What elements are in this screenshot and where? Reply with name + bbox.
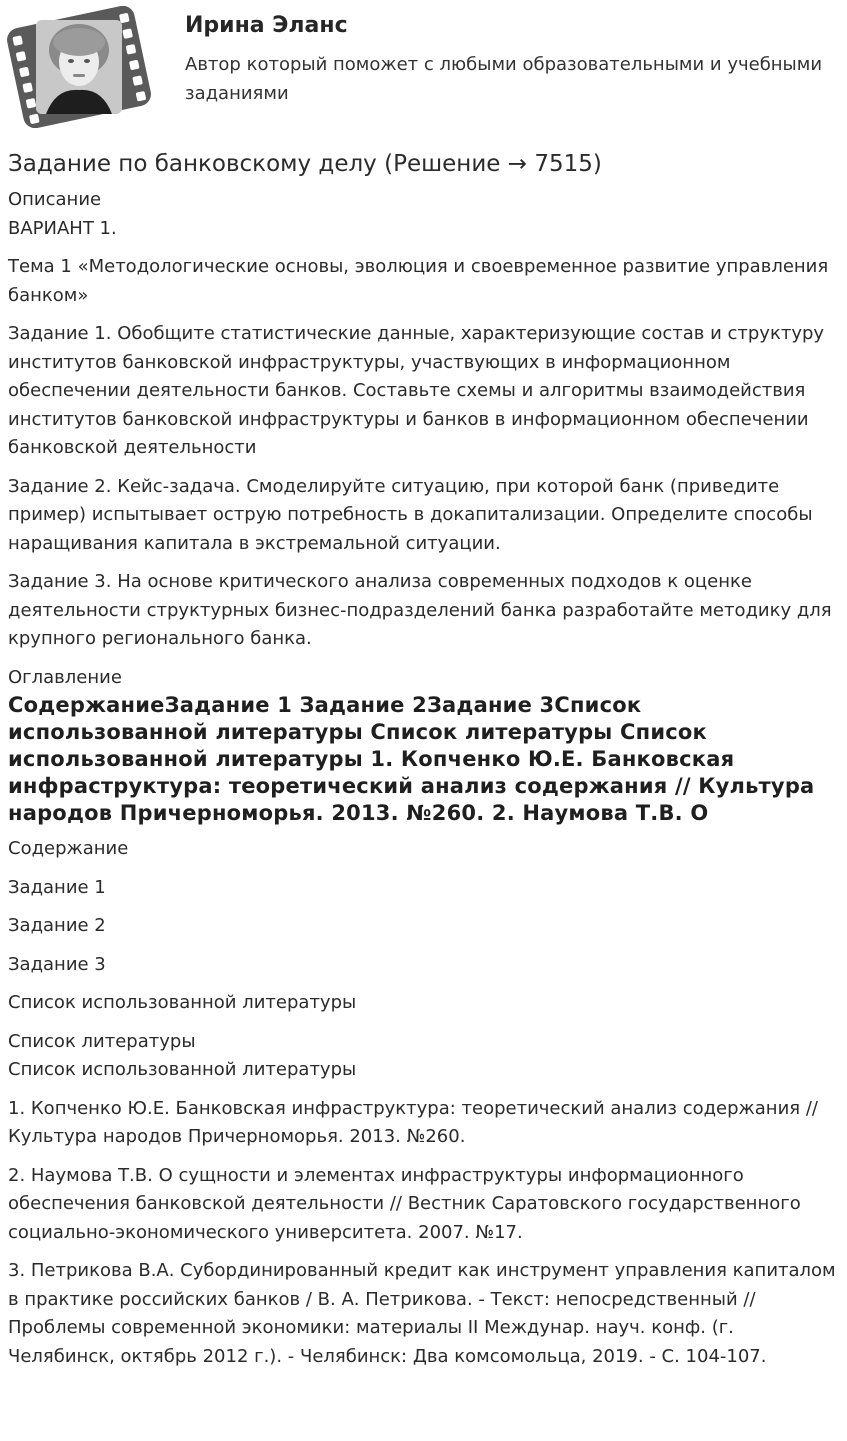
toc-heading: Оглавление	[8, 666, 122, 688]
task-3-paragraph: Задание 3. На основе критического анализа современных подходов к оценке деятельности структурных бизнес-подразделений банка разработайте методику для крупного регионального банка.	[8, 571, 832, 649]
page-title: Задание по банковскому делу (Решение → 7515)	[8, 151, 602, 177]
task-2-paragraph: Задание 2. Кейс-задача. Смоделируйте ситуацию, при которой банк (приведите пример) испытывает острую потребность в докапитализации. Определите способы наращивания капитала в экстремальной ситуации.	[8, 475, 813, 554]
author-avatar	[6, 6, 152, 128]
document-body	[8, 146, 840, 1371]
toc-item: Список использованной литературы	[8, 992, 357, 1013]
reference-item: 1. Копченко Ю.Е. Банковская инфраструктура: теоретический анализ содержания // Культура народов Причерноморья. 2013. №260.	[8, 1097, 818, 1147]
topic-paragraph: Тема 1 «Методологические основы, эволюция и своевременное развитие управления банком»	[8, 256, 829, 306]
literature-heading: Список литературы	[8, 1030, 196, 1052]
description-heading: Описание	[8, 189, 102, 210]
author-header	[0, 0, 847, 140]
author-name: Ирина Эланс	[185, 13, 348, 38]
toc-item: Задание 1	[8, 876, 106, 898]
task-1-paragraph: Задание 1. Обобщите статистические данные, характеризующие состав и структуру институтов банковской инфраструктуры, участвующих в информационном обеспечении деятельности банков. Составьте схемы и алгоритмы взаимодействия институтов банковской инфраструктуры и банков в информационном обеспечении банковской деятельности	[8, 323, 825, 458]
reference-item: 3. Петрикова В.А. Субординированный кредит как инструмент управления капиталом в практике российских банков / В. А. Петрикова. - Текст: непосредственный // Проблемы современной экономики: материалы II Междунар. науч. конф. (г. Челябинск, октябрь 2012 г.). - Челябинск: Два комсомольца, 2019. - С. 104-107.	[8, 1260, 836, 1367]
reference-item: 2. Наумова Т.В. О сущности и элементах инфраструктуры информационного обеспечения банковской деятельности // Вестник Саратовского государственного социально-экономического университета. 2007. №17.	[8, 1164, 801, 1243]
toc-item: Содержание	[8, 838, 129, 859]
toc-item: Задание 2	[8, 915, 106, 936]
variant-label: ВАРИАНТ 1.	[8, 217, 117, 239]
used-literature-heading: Список использованной литературы	[8, 1059, 357, 1080]
toc-summary: СодержаниеЗадание 1 Задание 2Задание 3Список использованной литературы Список литературы Список использованной литературы 1. Копченко Ю.Е. Банковская инфраструктура: теоретический анализ содержания // Культура народов Причерноморья. 2013. №260. 2. Наумова Т.В. О	[8, 693, 815, 825]
author-description: Автор который поможет с любыми образовательными и учебными заданиями	[185, 54, 823, 104]
toc-item: Задание 3	[8, 953, 106, 975]
